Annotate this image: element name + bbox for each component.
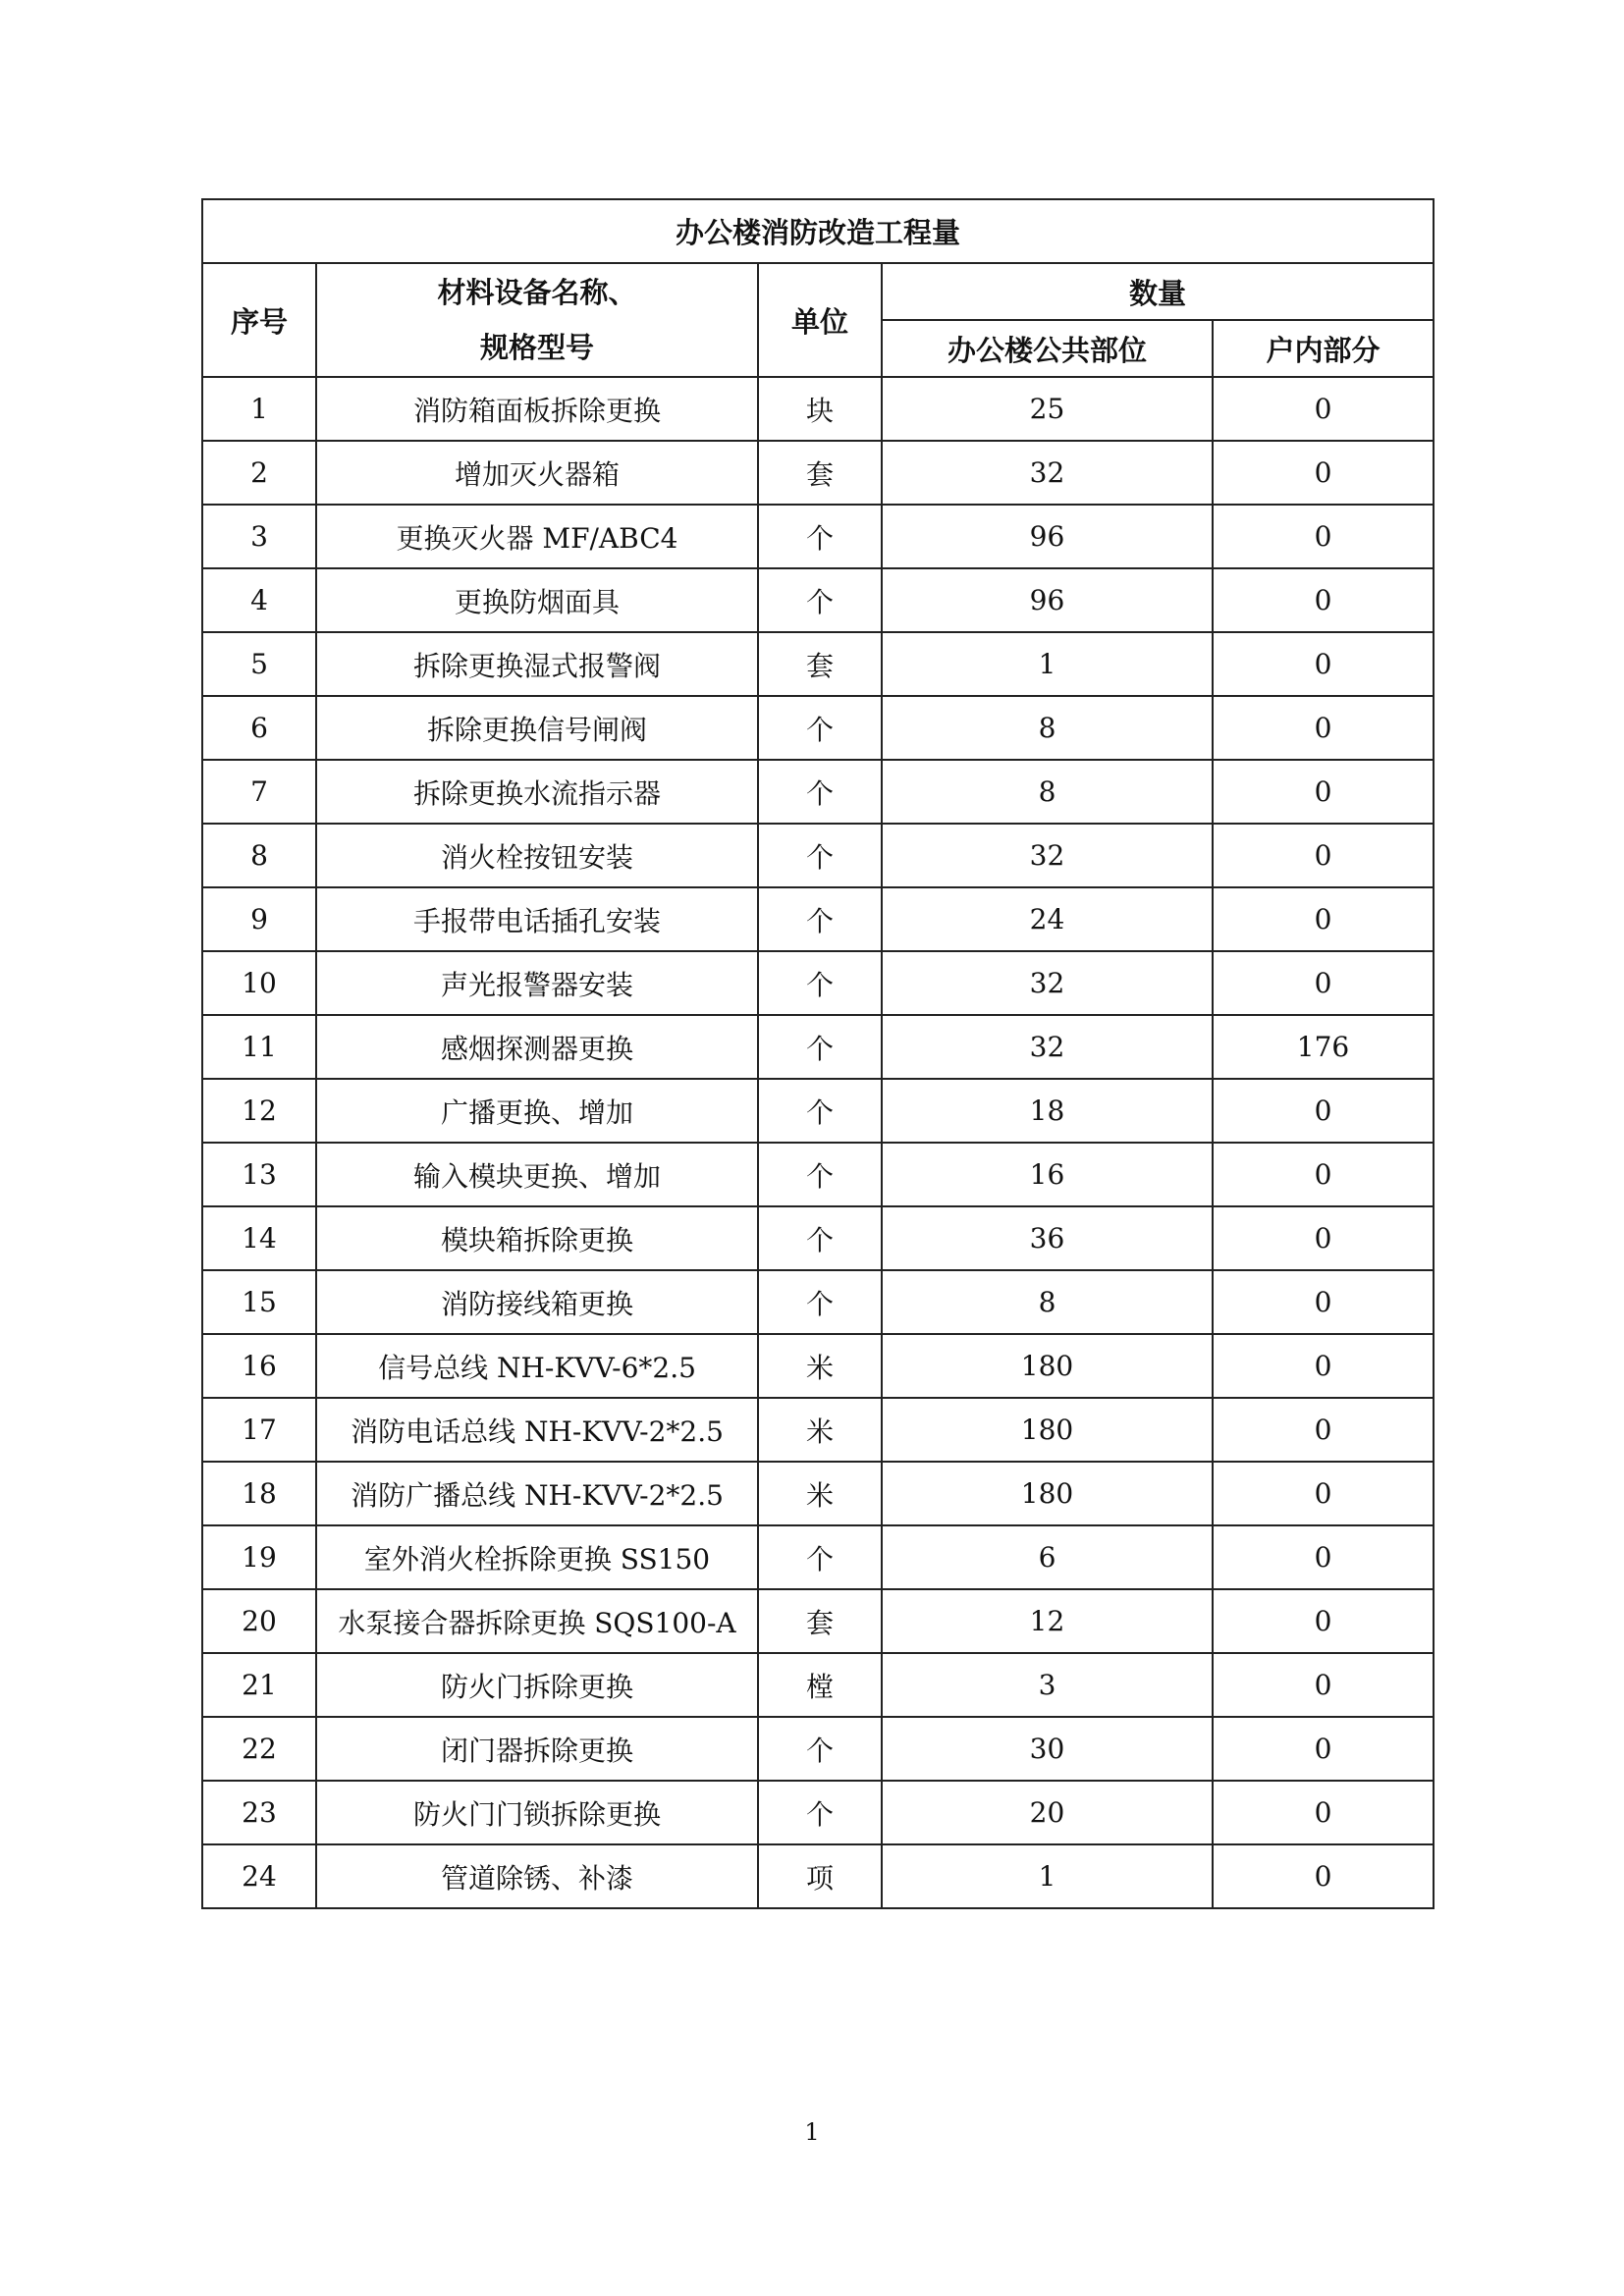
row-unit: 米 [758,1398,882,1462]
row-public-qty: 32 [882,1015,1213,1079]
table-row [202,1717,1434,1781]
row-public-qty: 1 [882,632,1213,696]
row-indoor-qty: 0 [1213,632,1434,696]
row-name: 拆除更换信号闸阀 [316,696,758,760]
row-indoor-qty: 0 [1213,1844,1434,1908]
row-index: 9 [202,887,316,951]
table-title: 办公楼消防改造工程量 [202,199,1434,263]
header-name-line2: 规格型号 [479,331,594,364]
quantity-table [201,198,1435,1909]
row-index: 14 [202,1206,316,1270]
row-name: 室外消火栓拆除更换 SS150 [316,1525,758,1589]
row-public-qty: 8 [882,1270,1213,1334]
table-body [202,377,1434,1908]
row-index: 15 [202,1270,316,1334]
row-index: 24 [202,1844,316,1908]
row-unit: 个 [758,1717,882,1781]
row-name: 防火门拆除更换 [316,1653,758,1717]
row-index: 1 [202,377,316,441]
row-index: 4 [202,568,316,632]
table-row [202,377,1434,441]
row-name: 广播更换、增加 [316,1079,758,1143]
row-indoor-qty: 0 [1213,1143,1434,1206]
row-indoor-qty: 0 [1213,1589,1434,1653]
row-indoor-qty: 0 [1213,1398,1434,1462]
row-public-qty: 3 [882,1653,1213,1717]
table-row [202,505,1434,568]
row-unit: 个 [758,568,882,632]
row-name: 信号总线 NH-KVV-6*2.5 [316,1334,758,1398]
row-index: 11 [202,1015,316,1079]
table-row [202,1462,1434,1525]
row-name: 水泵接合器拆除更换 SQS100-A [316,1589,758,1653]
row-name: 消防接线箱更换 [316,1270,758,1334]
row-name: 消火栓按钮安装 [316,824,758,887]
row-index: 7 [202,760,316,824]
table-row [202,1398,1434,1462]
row-indoor-qty: 176 [1213,1015,1434,1079]
header-name [316,263,758,377]
row-indoor-qty: 0 [1213,824,1434,887]
row-public-qty: 180 [882,1334,1213,1398]
table-row [202,1844,1434,1908]
row-index: 20 [202,1589,316,1653]
row-public-qty: 8 [882,760,1213,824]
row-index: 22 [202,1717,316,1781]
row-name: 输入模块更换、增加 [316,1143,758,1206]
row-index: 18 [202,1462,316,1525]
table-row [202,1015,1434,1079]
row-name: 消防广播总线 NH-KVV-2*2.5 [316,1462,758,1525]
table-row [202,1206,1434,1270]
row-name: 防火门门锁拆除更换 [316,1781,758,1844]
row-indoor-qty: 0 [1213,1270,1434,1334]
row-public-qty: 8 [882,696,1213,760]
row-public-qty: 96 [882,505,1213,568]
row-index: 23 [202,1781,316,1844]
row-indoor-qty: 0 [1213,951,1434,1015]
row-unit: 套 [758,632,882,696]
header-quantity: 数量 [882,263,1434,320]
row-name: 消防箱面板拆除更换 [316,377,758,441]
row-public-qty: 24 [882,887,1213,951]
row-indoor-qty: 0 [1213,1206,1434,1270]
row-indoor-qty: 0 [1213,1462,1434,1525]
row-indoor-qty: 0 [1213,568,1434,632]
header-unit: 单位 [758,263,882,377]
row-indoor-qty: 0 [1213,377,1434,441]
row-indoor-qty: 0 [1213,760,1434,824]
table-row [202,1334,1434,1398]
row-name: 管道除锈、补漆 [316,1844,758,1908]
row-indoor-qty: 0 [1213,887,1434,951]
row-unit: 项 [758,1844,882,1908]
row-public-qty: 20 [882,1781,1213,1844]
header-indoor-area: 户内部分 [1213,320,1434,377]
row-unit: 个 [758,1206,882,1270]
header-index: 序号 [202,263,316,377]
table-row [202,1653,1434,1717]
row-unit: 个 [758,1270,882,1334]
row-unit: 个 [758,1015,882,1079]
row-indoor-qty: 0 [1213,696,1434,760]
row-unit: 个 [758,696,882,760]
row-index: 2 [202,441,316,505]
row-name: 更换防烟面具 [316,568,758,632]
row-indoor-qty: 0 [1213,1079,1434,1143]
row-public-qty: 32 [882,951,1213,1015]
row-name: 消防电话总线 NH-KVV-2*2.5 [316,1398,758,1462]
row-unit: 米 [758,1334,882,1398]
row-unit: 米 [758,1462,882,1525]
row-unit: 个 [758,1079,882,1143]
row-name: 拆除更换水流指示器 [316,760,758,824]
row-public-qty: 36 [882,1206,1213,1270]
row-unit: 个 [758,760,882,824]
row-unit: 个 [758,887,882,951]
row-index: 8 [202,824,316,887]
page-number: 1 [804,2118,820,2146]
row-index: 12 [202,1079,316,1143]
row-unit: 个 [758,1781,882,1844]
row-unit: 套 [758,1589,882,1653]
row-indoor-qty: 0 [1213,441,1434,505]
row-index: 16 [202,1334,316,1398]
table-row [202,696,1434,760]
row-name: 感烟探测器更换 [316,1015,758,1079]
row-public-qty: 12 [882,1589,1213,1653]
row-public-qty: 32 [882,824,1213,887]
row-indoor-qty: 0 [1213,1525,1434,1589]
table-row [202,1079,1434,1143]
table-row [202,1143,1434,1206]
row-name: 声光报警器安装 [316,951,758,1015]
table-row [202,1589,1434,1653]
row-unit: 套 [758,441,882,505]
row-index: 5 [202,632,316,696]
table-row [202,1525,1434,1589]
table-row [202,632,1434,696]
row-name: 增加灭火器箱 [316,441,758,505]
row-unit: 樘 [758,1653,882,1717]
row-index: 3 [202,505,316,568]
table-row [202,951,1434,1015]
table-row [202,1270,1434,1334]
row-public-qty: 32 [882,441,1213,505]
row-unit: 个 [758,824,882,887]
row-index: 13 [202,1143,316,1206]
row-public-qty: 96 [882,568,1213,632]
row-index: 19 [202,1525,316,1589]
row-public-qty: 180 [882,1398,1213,1462]
row-name: 闭门器拆除更换 [316,1717,758,1781]
row-name: 拆除更换湿式报警阀 [316,632,758,696]
row-public-qty: 16 [882,1143,1213,1206]
row-indoor-qty: 0 [1213,1781,1434,1844]
row-index: 6 [202,696,316,760]
row-indoor-qty: 0 [1213,1334,1434,1398]
row-indoor-qty: 0 [1213,1717,1434,1781]
row-unit: 个 [758,1525,882,1589]
row-name: 更换灭火器 MF/ABC4 [316,505,758,568]
table-row [202,824,1434,887]
row-name: 手报带电话插孔安装 [316,887,758,951]
table-row [202,1781,1434,1844]
row-unit: 个 [758,1143,882,1206]
row-public-qty: 1 [882,1844,1213,1908]
row-index: 10 [202,951,316,1015]
row-indoor-qty: 0 [1213,505,1434,568]
row-public-qty: 30 [882,1717,1213,1781]
table-row [202,441,1434,505]
row-public-qty: 180 [882,1462,1213,1525]
row-index: 21 [202,1653,316,1717]
header-public-area: 办公楼公共部位 [882,320,1213,377]
row-index: 17 [202,1398,316,1462]
row-unit: 个 [758,951,882,1015]
table-row [202,887,1434,951]
row-public-qty: 25 [882,377,1213,441]
row-unit: 块 [758,377,882,441]
row-unit: 个 [758,505,882,568]
table-row [202,568,1434,632]
table-row [202,760,1434,824]
row-indoor-qty: 0 [1213,1653,1434,1717]
row-public-qty: 6 [882,1525,1213,1589]
header-name-line1: 材料设备名称、 [437,276,637,309]
row-name: 模块箱拆除更换 [316,1206,758,1270]
row-public-qty: 18 [882,1079,1213,1143]
